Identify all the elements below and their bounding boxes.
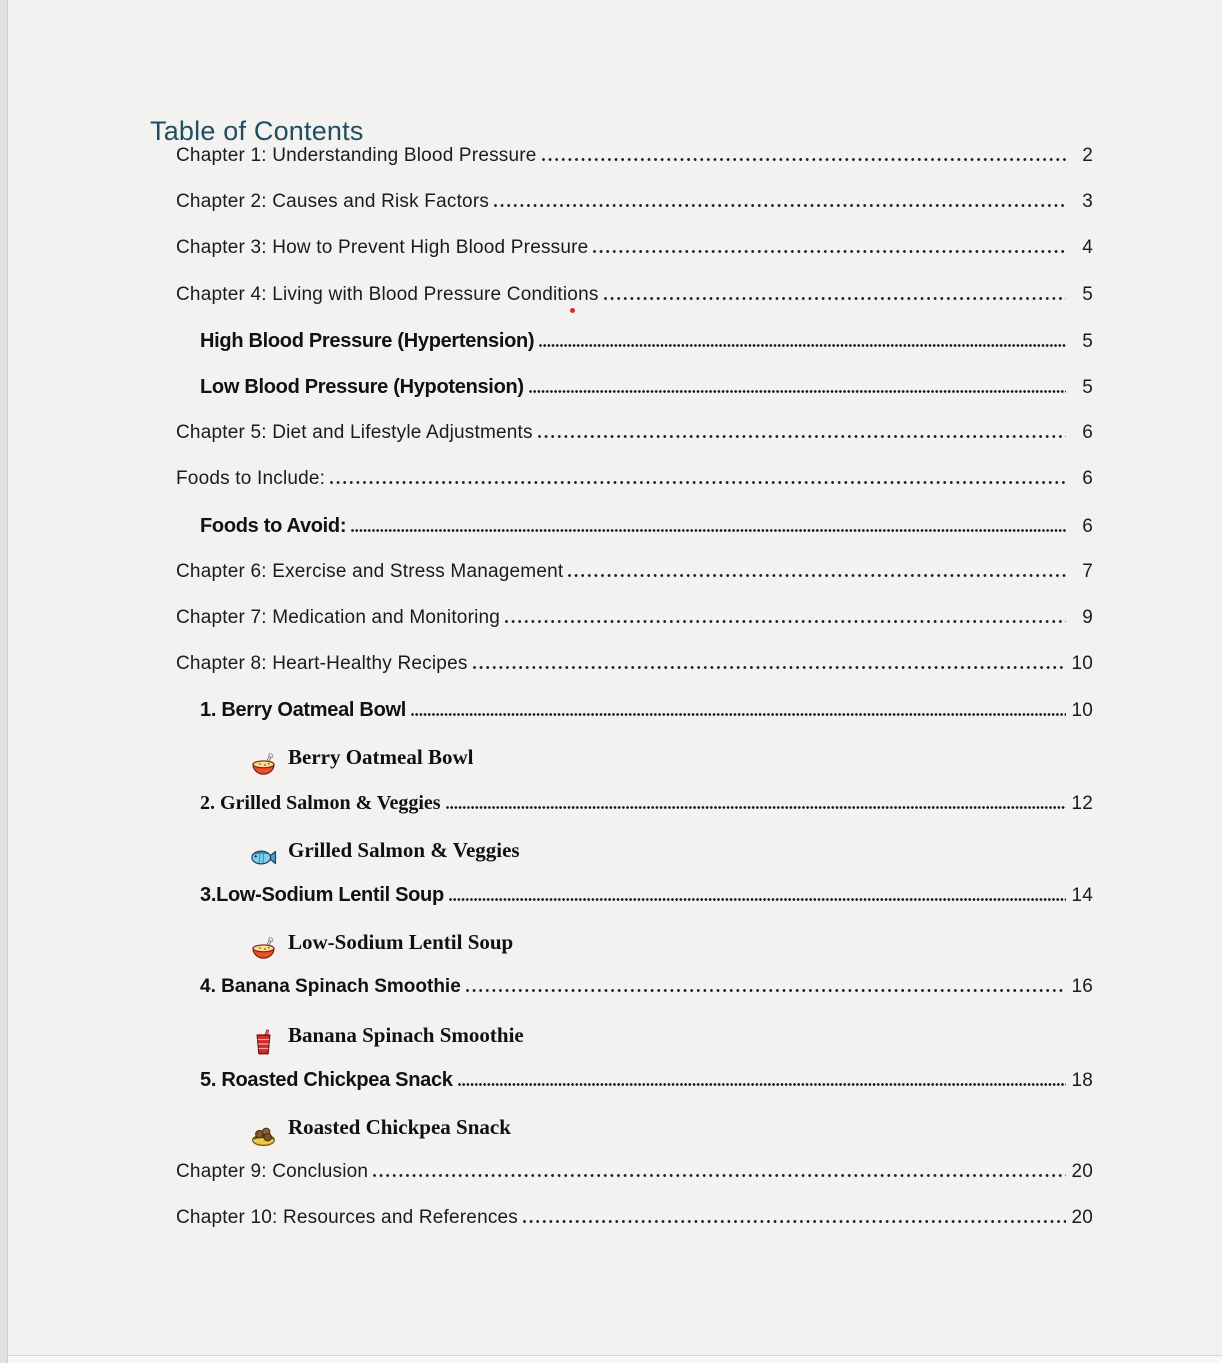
toc-page-number: 4 [1082, 237, 1093, 259]
dot-leader [494, 204, 1066, 207]
toc-entry-label: Low-Sodium Lentil Soup [288, 930, 514, 955]
toc-page-number: 20 [1071, 1161, 1093, 1183]
toc-entry[interactable] [150, 963, 1093, 1009]
dot-leader [473, 666, 1066, 669]
toc-page-number: 5 [1082, 376, 1093, 398]
toc-entry-label: Foods to Avoid: [200, 514, 347, 537]
toc-page-number: 6 [1082, 422, 1093, 444]
bowl-with-spoon-icon [250, 936, 277, 963]
toc-entry[interactable] [150, 917, 1093, 963]
toc-entry[interactable] [150, 1148, 1093, 1194]
toc-entry-label: Chapter 6: Exercise and Stress Management [176, 560, 564, 582]
toc-page-number: 10 [1071, 653, 1093, 675]
toc-page-number: 20 [1071, 1207, 1093, 1229]
toc-entry-label: Banana Spinach Smoothie [288, 1022, 524, 1047]
toc-entry-label: Low Blood Pressure (Hypotension) [200, 375, 524, 398]
toc-page-number: 18 [1071, 1069, 1093, 1091]
toc-entry[interactable] [150, 640, 1093, 686]
toc-entry-label: 2. Grilled Salmon & Veggies [200, 791, 441, 814]
dot-leader [529, 390, 1066, 393]
spellcheck-dot [570, 308, 575, 313]
dot-leader [593, 250, 1066, 253]
toc-entry[interactable] [150, 1010, 1093, 1056]
toc-entry-label: Chapter 9: Conclusion [176, 1161, 369, 1183]
toc-entry[interactable] [150, 1194, 1093, 1240]
dot-leader [446, 806, 1066, 809]
toc-entry-label: Chapter 2: Causes and Risk Factors [176, 191, 490, 213]
toc-entry-label: Berry Oatmeal Bowl [288, 745, 474, 770]
toc-page-number: 2 [1082, 145, 1093, 166]
toc-page-number: 16 [1071, 976, 1093, 998]
toc-page-number: 3 [1082, 191, 1093, 213]
toc-entry[interactable] [150, 825, 1093, 871]
page-margin-strip [0, 0, 8, 1363]
dot-leader [604, 297, 1066, 300]
dot-leader [458, 1083, 1066, 1086]
toc-entry[interactable] [150, 594, 1093, 640]
dot-leader [539, 344, 1066, 347]
toc-page-number: 14 [1071, 885, 1093, 906]
toc-page-number: 12 [1071, 792, 1093, 814]
toc-entry[interactable] [150, 1102, 1093, 1148]
dot-leader [505, 620, 1066, 623]
falafel-plate-icon [250, 1121, 277, 1148]
toc-entry-label: 3.Low-Sodium Lentil Soup [200, 884, 444, 906]
toc-entry[interactable] [150, 871, 1093, 917]
toc-entry[interactable] [150, 455, 1093, 501]
toc-entry-label: Foods to Include: [176, 468, 326, 490]
fish-icon [250, 844, 277, 871]
toc-entry[interactable] [150, 224, 1093, 270]
dot-leader [351, 529, 1066, 532]
dot-leader [411, 713, 1066, 716]
toc-page-number: 5 [1082, 283, 1093, 305]
dot-leader [373, 1174, 1066, 1177]
toc-entry-label: Chapter 1: Understanding Blood Pressure [176, 145, 537, 166]
dot-leader [538, 435, 1066, 438]
toc-entry[interactable] [150, 548, 1093, 594]
toc-entry-label: Chapter 7: Medication and Monitoring [176, 606, 501, 628]
toc-entry[interactable] [150, 317, 1093, 363]
toc-page-number: 9 [1082, 606, 1093, 628]
toc-entry-label: 1. Berry Oatmeal Bowl [200, 699, 407, 722]
dot-leader [523, 1220, 1066, 1223]
dot-leader [568, 574, 1066, 577]
dot-leader [330, 481, 1066, 484]
toc-entry[interactable] [150, 502, 1093, 548]
toc-page-number: 6 [1082, 515, 1093, 537]
toc-entry[interactable] [150, 271, 1093, 317]
toc-entry[interactable] [150, 732, 1093, 778]
document-page [8, 0, 1222, 1356]
toc-entry[interactable] [150, 686, 1093, 732]
toc-entry[interactable] [150, 1056, 1093, 1102]
table-of-contents [150, 132, 1093, 1241]
toc-entry-label: Chapter 3: How to Prevent High Blood Pressure [176, 237, 589, 259]
toc-entry-label: Roasted Chickpea Snack [288, 1114, 511, 1139]
toc-entry[interactable] [150, 178, 1093, 224]
toc-entry-label: Chapter 10: Resources and References [176, 1207, 519, 1229]
toc-entry-label: High Blood Pressure (Hypertension) [200, 329, 535, 352]
toc-entry-label: Chapter 5: Diet and Lifestyle Adjustments [176, 422, 533, 444]
toc-entry[interactable] [150, 132, 1093, 178]
toc-entry-label: Chapter 8: Heart-Healthy Recipes [176, 653, 468, 675]
bowl-with-spoon-icon [250, 752, 277, 779]
toc-page-number: 7 [1082, 560, 1093, 582]
toc-page-number: 6 [1082, 468, 1093, 490]
page-title: Table of Contents [150, 116, 364, 147]
toc-entry[interactable] [150, 409, 1093, 455]
toc-entry-label: 4. Banana Spinach Smoothie [200, 976, 461, 998]
toc-page-number: 5 [1082, 330, 1093, 352]
toc-entry-label: 5. Roasted Chickpea Snack [200, 1068, 453, 1091]
cup-with-straw-icon [250, 1029, 277, 1056]
dot-leader [449, 898, 1066, 901]
dot-leader [466, 989, 1066, 992]
toc-entry-label: Chapter 4: Living with Blood Pressure Conditions [176, 283, 599, 305]
dot-leader [542, 158, 1066, 161]
toc-entry[interactable] [150, 779, 1093, 825]
toc-page-number: 10 [1071, 700, 1093, 722]
toc-entry[interactable] [150, 363, 1093, 409]
toc-entry-label: Grilled Salmon & Veggies [288, 837, 520, 862]
